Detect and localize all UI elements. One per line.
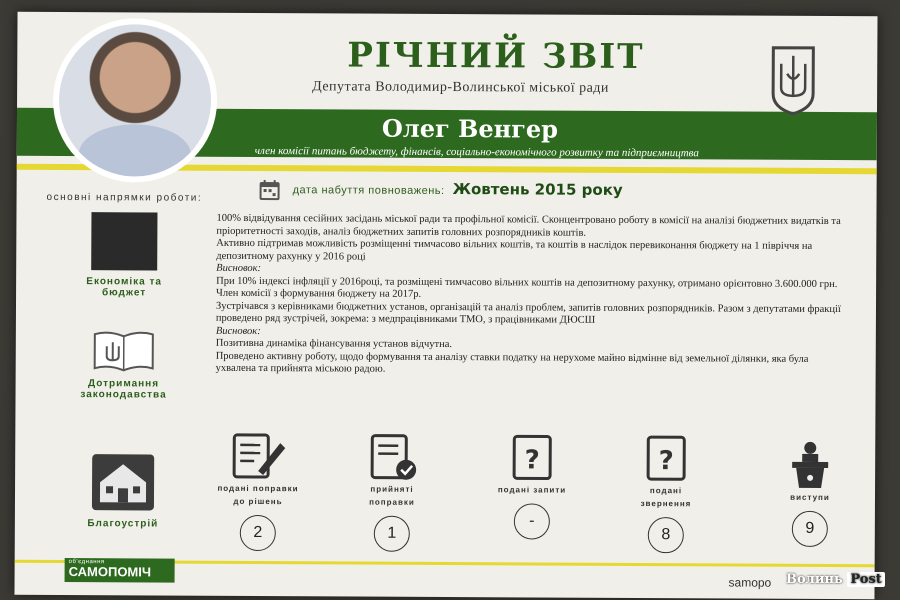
body-paragraph: Зустрічався з керівниками бюджетних установ, організацій та аналіз проблем, запитів головних розпорядників. Разом з депутатами фракції проведено ряд зустрічей, зокрема: з медпрацівниками ТМО, з працівниками ДЮСШ — [215, 300, 841, 326]
podium-icon — [780, 440, 840, 490]
body-paragraph: Проведено активну роботу, щодо формування та аналізу ставки податку на нерухоме майно відмінне від земельної ділянки, яка була ухвалена та прийнята міською радою. — [215, 350, 809, 375]
direction-improvement — [63, 452, 183, 530]
stat-label: прийняті — [370, 484, 414, 494]
stat-speeches — [755, 440, 866, 548]
report-subtitle: Депутата Володимир-Волинської міської ради — [312, 79, 609, 96]
stat-label — [477, 498, 587, 499]
direction-label: бюджет — [101, 287, 147, 299]
body-paragraph: При 10% індексі інфляції у 2016році, та розміщені тимчасово вільних коштів на депозитному рахунку, отримано орієнтовно 3.600.000 грн. — [216, 275, 838, 290]
stat-label: подані запити — [497, 485, 567, 495]
body-paragraph: 100% відвідування сесійних засідань міської ради та профільної комісії. Сконцентровано роботу в комісії на аналізі бюджетних видатків та пріоритетності заходів, аналіз бюджетних запитів головних розпорядників коштів. — [216, 212, 841, 239]
economy-image — [91, 212, 157, 270]
body-paragraph: Позитивна динаміка фінансування установ відчутна. — [215, 337, 453, 351]
document-question-icon — [502, 432, 562, 482]
svg-text:?: ? — [524, 445, 540, 476]
svg-text:?: ? — [658, 446, 674, 477]
trident-icon — [769, 44, 817, 116]
law-book-icon — [91, 328, 157, 372]
report-body — [216, 213, 842, 379]
logo-small-text: об'єднання — [68, 559, 105, 566]
deputy-position: член комісії питань бюджету, фінансів, соціально-економічного розвитку та підприємництва — [254, 144, 699, 160]
portrait-shirt — [79, 124, 191, 177]
body-paragraph: Член комісії з формування бюджету на 2017р. — [216, 287, 422, 300]
calendar-icon — [259, 179, 281, 201]
body-paragraph: Активно підтримав можливість розміщенні тимчасово вільних коштів, та коштів в наслідок перевиконання бюджету на 1 півріччя на депозитному рахунку у 2016 році — [216, 237, 813, 263]
direction-label: Благоустрій — [87, 518, 159, 530]
portrait-image — [59, 24, 212, 177]
logo-big-text: САМОПОМІЧ — [68, 564, 152, 580]
stat-label: до рішень — [233, 496, 283, 507]
stat-value: - — [514, 503, 550, 539]
term-label: дата набуття повноважень: — [292, 184, 445, 197]
stat-label: виступи — [790, 492, 830, 503]
report-title: РІЧНИЙ ЗВІТ — [347, 35, 645, 78]
direction-label: Економіка та — [86, 276, 162, 288]
stat-inquiries — [477, 432, 588, 540]
party-logo — [65, 558, 175, 583]
document-check-icon — [362, 432, 422, 482]
stat-amendments-accepted — [337, 431, 448, 552]
stat-label — [755, 506, 865, 507]
watermark-box: Post — [847, 572, 884, 587]
house-icon — [90, 452, 156, 512]
stat-value: 1 — [374, 516, 410, 552]
document-pen-icon — [228, 431, 288, 481]
directions-heading: основні напрямки роботи: — [46, 191, 203, 204]
direction-law — [63, 328, 183, 401]
stat-appeals — [611, 433, 722, 554]
direction-label: Дотримання — [88, 378, 160, 390]
stat-value: 2 — [240, 515, 276, 551]
watermark — [786, 572, 885, 587]
report-poster — [14, 12, 877, 599]
direction-economy — [64, 212, 184, 299]
stat-value: 8 — [648, 517, 684, 553]
body-conclusion-heading: Висновок: — [215, 325, 261, 337]
body-conclusion-heading: Висновок: — [216, 262, 262, 275]
site-text: samopo — [728, 575, 772, 590]
stat-label: подані — [649, 486, 683, 496]
term-value: Жовтень 2015 року — [452, 180, 623, 199]
stat-label: поправки — [369, 497, 415, 507]
stat-label: звернення — [640, 499, 692, 509]
document-question-icon — [636, 433, 696, 483]
stat-value: 9 — [792, 511, 828, 547]
watermark-text: Волинь — [786, 572, 843, 587]
deputy-photo — [53, 18, 218, 183]
direction-label: законодавства — [80, 389, 167, 401]
stat-label: подані поправки — [217, 483, 299, 494]
stat-amendments-submitted — [203, 431, 314, 552]
deputy-name: Олег Венгер — [381, 113, 559, 144]
